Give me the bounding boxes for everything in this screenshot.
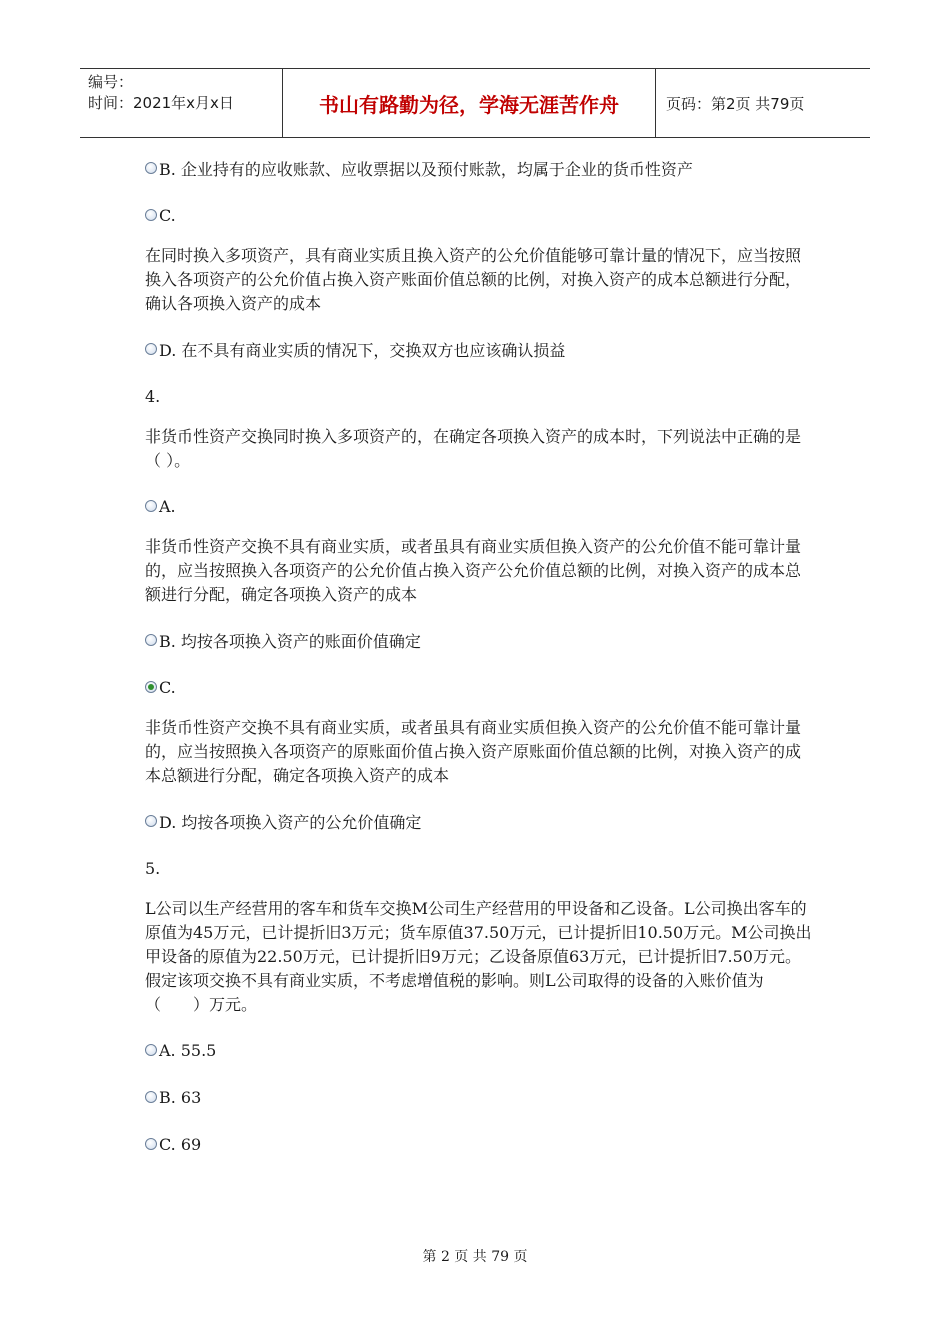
radio-button[interactable] [145, 1138, 157, 1150]
option-label: B. 63 [159, 1087, 202, 1107]
option-label: B. 均按各项换入资产的账面价值确定 [159, 631, 421, 651]
time-label: 时间：2021年x月x日 [88, 94, 234, 112]
page-footer: 第 2 页 共 79 页 [422, 1249, 528, 1265]
radio-button[interactable] [145, 343, 157, 355]
option-label: D. 在不具有商业实质的情况下，交换双方也应该确认损益 [159, 340, 566, 360]
answer-option[interactable] [145, 669, 815, 705]
header-page-info: 页码：第2页 共79页 [666, 94, 805, 113]
question-content [145, 150, 815, 1173]
answer-option[interactable] [145, 1079, 815, 1115]
answer-option[interactable] [145, 488, 815, 524]
option-label: D. 均按各项换入资产的公允价值确定 [159, 812, 422, 832]
answer-option[interactable] [145, 1032, 815, 1068]
answer-option[interactable] [145, 197, 815, 233]
radio-button[interactable] [145, 209, 157, 221]
radio-button[interactable] [145, 500, 157, 512]
header-meta [80, 69, 283, 137]
question-text: 非货币性资产交换同时换入多项资产的，在确定各项换入资产的成本时，下列说法中正确的是（ ）。 [145, 427, 802, 470]
answer-option[interactable] [145, 331, 815, 367]
radio-button[interactable] [145, 634, 157, 646]
question-text: L公司以生产经营用的客车和货车交换M公司生产经营用的甲设备和乙设备。L公司换出客车的原值为45万元，已计提折旧3万元；货车原值37.50万元，已计提折旧10.50万元。M公司换出甲设备的原值为22.50万元，已计提折旧9万元；乙设备原值63万元，已计提折旧7.50万元。假定该项交换不具有商业实质，不考虑增值税的影响。则L公司取得的设备的入账价值为（ ）万元。 [145, 899, 812, 1014]
question-text: 非货币性资产交换不具有商业实质，或者虽具有商业实质但换入资产的公允价值不能可靠计量的，应当按照换入各项资产的原账面价值占换入资产原账面价值总额的比例，对换入资产的成本总额进行分配，确定各项换入资产的成本 [145, 718, 802, 785]
radio-button[interactable] [145, 1044, 157, 1056]
option-label: C. 69 [159, 1134, 202, 1154]
answer-option[interactable] [145, 1126, 815, 1162]
option-label: B. 企业持有的应收账款、应收票据以及预付账款，均属于企业的货币性资产 [159, 159, 693, 179]
radio-button[interactable] [145, 162, 157, 174]
answer-option[interactable] [145, 150, 815, 186]
header-motto: 书山有路勤为径，学海无涯苦作舟 [283, 69, 656, 137]
option-label: A. [159, 496, 176, 516]
question-text: 非货币性资产交换不具有商业实质，或者虽具有商业实质但换入资产的公允价值不能可靠计量的，应当按照换入各项资产的公允价值占换入资产公允价值总额的比例，对换入资产的成本总额进行分配，确定各项换入资产的成本 [145, 537, 802, 604]
radio-button[interactable] [145, 815, 157, 827]
answer-option[interactable] [145, 803, 815, 839]
question-number: 4. [145, 386, 161, 406]
question-number: 5. [145, 858, 161, 878]
radio-button[interactable] [145, 1091, 157, 1103]
answer-option[interactable] [145, 622, 815, 658]
question-text: 在同时换入多项资产，具有商业实质且换入资产的公允价值能够可靠计量的情况下，应当按照换入各项资产的公允价值占换入资产账面价值总额的比例，对换入资产的成本总额进行分配，确认各项换入资产的成本 [145, 246, 802, 313]
number-label: 编号： [88, 73, 134, 91]
page-header [80, 68, 870, 138]
option-label: A. 55.5 [159, 1040, 217, 1060]
option-label: C. [159, 205, 176, 225]
radio-button[interactable] [145, 681, 157, 693]
option-label: C. [159, 677, 176, 697]
